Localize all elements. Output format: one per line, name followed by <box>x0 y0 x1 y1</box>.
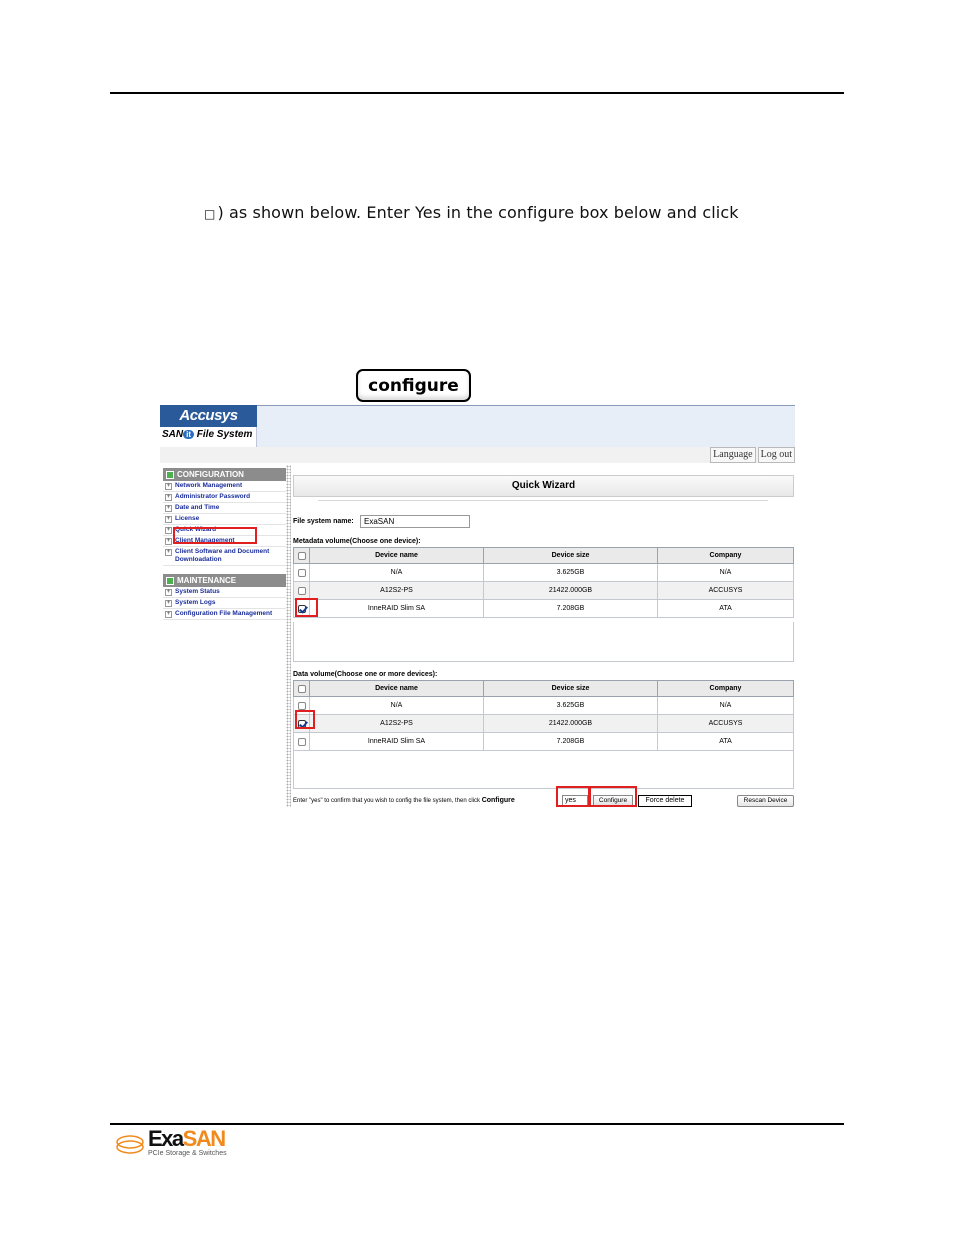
metadata-volume-label: Metadata volume(Choose one device): <box>293 538 421 545</box>
column-device-size: Device size <box>484 681 658 697</box>
accusys-logo: Accusys <box>160 405 257 427</box>
language-link[interactable]: Language <box>710 447 755 463</box>
expand-icon: + <box>166 611 171 617</box>
force-delete-button[interactable]: Force delete <box>638 795 692 807</box>
table-row[interactable]: N/A 3.625GB N/A <box>294 564 794 582</box>
folder-icon <box>166 577 174 585</box>
table-row[interactable]: InneRAID Slim SA 7.208GB ATA <box>294 733 794 751</box>
sidebar-item-date-and-time[interactable]: + Date and Time <box>163 503 286 514</box>
quick-wizard-highlight <box>173 527 257 544</box>
column-company: Company <box>658 548 794 564</box>
logout-link[interactable]: Log out <box>758 447 795 463</box>
rescan-device-button[interactable]: Rescan Device <box>737 795 794 807</box>
data-volume-label: Data volume(Choose one or more devices): <box>293 671 438 678</box>
row-checkbox[interactable] <box>298 587 306 595</box>
column-device-size: Device size <box>484 548 658 564</box>
confirm-instructions: Enter "yes" to confirm that you wish to config the file system, then click Configure <box>293 797 515 804</box>
expand-icon: + <box>166 505 171 511</box>
configuration-heading[interactable]: CONFIGURATION <box>163 468 286 481</box>
data-table-filler <box>293 751 794 789</box>
metadata-table-filler <box>293 622 794 662</box>
column-company: Company <box>658 681 794 697</box>
confirm-yes-input[interactable]: yes <box>562 795 588 807</box>
select-all-checkbox[interactable] <box>298 685 306 693</box>
sidebar-item-system-logs[interactable]: + System Logs <box>163 598 286 609</box>
expand-icon: + <box>166 494 171 500</box>
expand-icon: + <box>166 600 171 606</box>
column-device-name: Device name <box>310 548 484 564</box>
configure-callout: configure <box>356 369 471 402</box>
expand-icon: + <box>166 538 171 544</box>
sidebar-item-client-management[interactable]: + Client Management <box>163 536 286 547</box>
expand-icon: + <box>166 549 171 555</box>
sidebar-item-client-software[interactable]: + Client Software and Document Downloadation <box>163 547 286 566</box>
table-row[interactable]: A12S2-PS 21422.000GB ACCUSYS <box>294 715 794 733</box>
header-rule <box>110 92 844 94</box>
configure-button-highlight <box>589 786 637 807</box>
exasan-tagline: PCIe Storage & Switches <box>148 1150 227 1157</box>
row-checkbox[interactable] <box>298 738 306 746</box>
sidebar-item-network-management[interactable]: + Network Management <box>163 481 286 492</box>
table-header <box>294 681 794 697</box>
row-checkbox[interactable] <box>298 702 306 710</box>
sidebar-item-quick-wizard[interactable]: + Quick Wizard <box>163 525 286 536</box>
table-row[interactable]: A12S2-PS 21422.000GB ACCUSYS <box>294 582 794 600</box>
header-links <box>710 447 795 463</box>
column-device-name: Device name <box>310 681 484 697</box>
intro-text: □ ) as shown below. Enter Yes in the configure box below and click <box>204 203 739 222</box>
fs-name-input[interactable]: ExaSAN <box>360 515 470 528</box>
table-row[interactable]: InneRAID Slim SA 7.208GB ATA <box>294 600 794 618</box>
data-volume-table <box>293 680 794 751</box>
expand-icon: + <box>166 483 171 489</box>
table-header <box>294 548 794 564</box>
maintenance-heading[interactable]: MAINTENANCE <box>163 574 286 587</box>
expand-icon: + <box>166 527 171 533</box>
expand-icon: + <box>166 516 171 522</box>
sidebar <box>163 468 286 620</box>
sidebar-item-system-status[interactable]: + System Status <box>163 587 286 598</box>
exasan-brand: ExaSAN <box>148 1126 225 1151</box>
configure-button[interactable]: Configure <box>593 795 633 807</box>
yes-input-highlight <box>556 786 590 807</box>
folder-icon <box>166 471 174 479</box>
metadata-volume-table <box>293 547 794 618</box>
app-subbar <box>160 447 795 463</box>
quick-wizard-title: Quick Wizard <box>293 475 794 497</box>
sidebar-item-administrator-password[interactable]: + Administrator Password <box>163 492 286 503</box>
sidebar-item-license[interactable]: + License <box>163 514 286 525</box>
select-all-checkbox[interactable] <box>298 552 306 560</box>
frame-divider <box>286 465 291 807</box>
row-checkbox[interactable] <box>298 569 306 577</box>
app-screenshot <box>160 405 795 807</box>
san-file-system-logo: SAN it File System <box>162 429 253 440</box>
metadata-checkbox-highlight <box>295 598 318 617</box>
data-checkbox-highlight <box>295 710 315 729</box>
sidebar-item-configuration-file[interactable]: + Configuration File Management <box>163 609 286 620</box>
expand-icon: + <box>166 589 171 595</box>
fs-name-label: File system name: <box>293 518 354 525</box>
footer-rule <box>110 1123 844 1125</box>
table-row[interactable]: N/A 3.625GB N/A <box>294 697 794 715</box>
app-logo <box>160 405 257 447</box>
